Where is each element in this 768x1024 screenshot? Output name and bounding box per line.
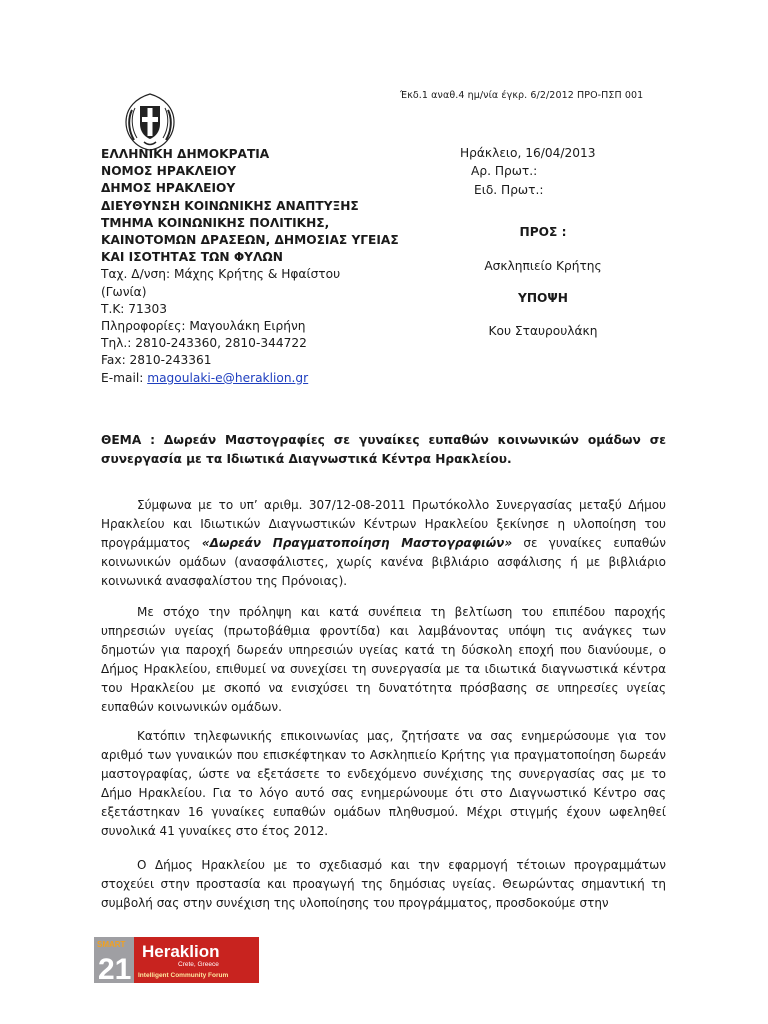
logo-forum: Intelligent Community Forum — [138, 972, 229, 979]
document-reference: Έκδ.1 αναθ.4 ημ/νία έγκρ. 6/2/2012 ΠΡΟ-ΠΣΠ 001 — [400, 90, 644, 101]
sender-line: ΝΟΜΟΣ ΗΡΑΚΛΕΙΟΥ — [101, 164, 237, 179]
body-text: σε γυναίκες ευπαθών κοινωνικών ομάδων (ανασφάλιστες, χωρίς κανένα βιβλιάριο ασφάλισης ή με βιβλιάριο κοινωνικά ανασφαλίστου της Πρόνοιας). — [101, 536, 666, 588]
sender-line: ΤΜΗΜΑ ΚΟΙΝΩΝΙΚΗΣ ΠΟΛΙΤΙΚΗΣ, — [101, 215, 330, 230]
logo-region: Crete, Greece — [178, 961, 219, 968]
body-paragraph: Με στόχο την πρόληψη και κατά συνέπεια τη βελτίωση του επιπέδου παροχής υπηρεσιών υγείας (πρωτοβάθμια φροντίδα) και λαμβάνοντας υπόψη τις ανάγκες των δημοτών για παροχή δωρεάν υπηρεσιών υγείας κατά τη δύσκολη εποχή που διανύουμε, ο Δήμος Ηρακλείου, επιθυμεί να συνεχίσει τη συνεργασία με τα ιδιωτικά διαγνωστικά κέντρα του Ηρακλείου με σκοπό να ενισχύσει τη δυνατότητα πρόσβασης σε υπηρεσίες υγείας ευπαθών κοινωνικών ομάδων. — [101, 605, 666, 714]
sender-block — [101, 146, 441, 387]
body-text: Σύμφωνα με το υπ’ αριθμ. 307/12-08-2011 Πρωτόκολλο Συνεργασίας μεταξύ Δήμου Ηρακλείου και Ιδιωτικών Διαγνωστικών Κέντρων Ηρακλείου ξεκίνησε η υλοποίηση του προγράμματος — [101, 498, 666, 550]
to-label: ΠΡΟΣ : — [519, 225, 567, 239]
letter-subject: ΘΕΜΑ : Δωρεάν Μαστογραφίες σε γυναίκες ευπαθών κοινωνικών ομάδων σε συνεργασία με τα Ιδιωτικά Διαγνωστικά Κέντρα Ηρακλείου. — [101, 433, 666, 466]
sender-email-row — [101, 370, 441, 387]
sender-info-contact: Πληροφορίες: Μαγουλάκη Ειρήνη — [101, 319, 306, 334]
sender-address: Ταχ. Δ/νση: Μάχης Κρήτης & Ηφαίστου — [101, 267, 341, 282]
recipient-name: Ασκληπιείο Κρήτης — [484, 259, 602, 273]
attention-person: Κου Σταυρουλάκη — [488, 324, 598, 338]
logo-city: Heraklion — [142, 942, 220, 961]
sender-line: ΔΗΜΟΣ ΗΡΑΚΛΕΙΟΥ — [101, 181, 236, 196]
sender-postal-code: Τ.Κ: 71303 — [101, 301, 168, 316]
body-paragraph — [101, 496, 666, 591]
attention-label: ΥΠΟΨΗ — [518, 291, 568, 305]
body-paragraph: Ο Δήμος Ηρακλείου με το σχεδιασμό και την εφαρμογή τέτοιων προγραμμάτων στοχεύει στην προστασία και προαγωγή της δημόσιας υγείας. Θεωρώντας σημαντική τη συμβολή σας στην συνέχιση της υλοποίησης του προγράμματος, προσδοκούμε στην — [101, 858, 666, 910]
email-label: E-mail: — [101, 370, 148, 385]
body-paragraph: Κατόπιν τηλεφωνικής επικοινωνίας μας, ζητήσατε να σας ενημερώσουμε για τον αριθμό των γυναικών που επισκέφτηκαν το Ασκληπιείο Κρήτης για πραγματοποίηση δωρεάν μαστογραφίας, ώστε να εξετάσετε το ενδεχόμενο συνέχισης της συνεργασίας σας με το Δήμο Ηρακλείου. Για το λόγο αυτό σας ενημερώνουμε ότι στο Διαγνωστικό Κέντρο σας εξετάστηκαν 16 γυναίκες ευπαθών ομάδων πληθυσμού. Μέχρι στιγμής έχουν ωφεληθεί συνολικά 41 γυναίκες στο έτος 2012. — [101, 729, 666, 838]
sender-line: ΚΑΙ ΙΣΟΤΗΤΑΣ ΤΩΝ ΦΥΛΩΝ — [101, 250, 283, 265]
sender-line: ΕΛΛΗΝΙΚΗ ΔΗΜΟΚΡΑΤΙΑ — [101, 147, 270, 161]
smart21-heraklion-logo — [94, 937, 259, 983]
sender-address-corner: (Γωνία) — [101, 284, 147, 299]
protocol-number-label: Αρ. Πρωτ.: — [471, 164, 538, 178]
program-name: «Δωρεάν Πραγματοποίηση Μαστογραφιών» — [201, 536, 513, 550]
logo-smart: SMART — [97, 940, 126, 949]
special-protocol-label: Ειδ. Πρωτ.: — [474, 183, 544, 197]
sender-phone: Τηλ.: 2810-243360, 2810-344722 — [101, 336, 307, 351]
sender-line: ΔΙΕΥΘΥΝΣΗ ΚΟΙΝΩΝΙΚΗΣ ΑΝΑΠΤΥΞΗΣ — [101, 198, 359, 213]
sender-line: ΚΑΙΝΟΤΟΜΩΝ ΔΡΑΣΕΩΝ, ΔΗΜΟΣΙΑΣ ΥΓΕΙΑΣ — [101, 233, 399, 248]
sender-fax: Fax: 2810-243361 — [101, 353, 212, 368]
email-link[interactable]: magoulaki-e@heraklion.gr — [147, 370, 309, 385]
letter-date: Ηράκλειο, 16/04/2013 — [460, 146, 596, 160]
logo-number: 21 — [98, 953, 132, 983]
greek-coat-of-arms-icon — [118, 90, 182, 154]
